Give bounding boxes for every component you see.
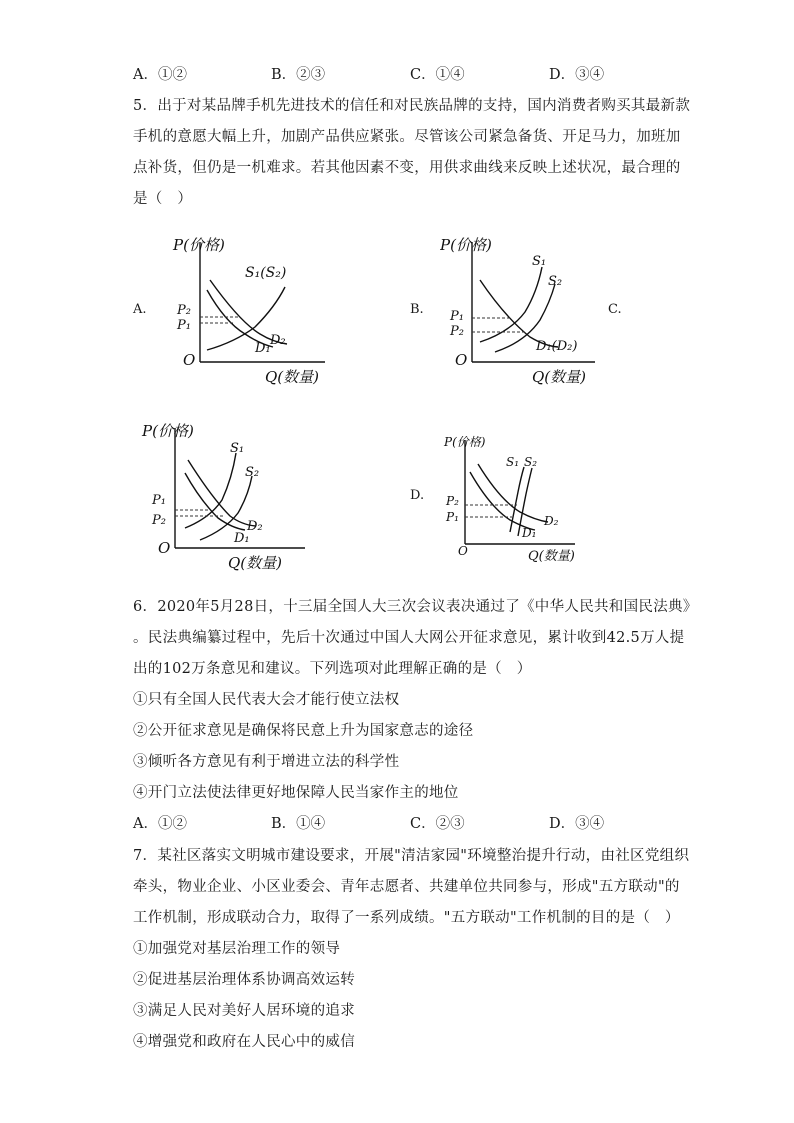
q4-option-a[interactable]: A．①② [133,67,187,83]
graph-d-d2-label: D₂ [544,514,559,528]
q5-option-c-label[interactable]: C. [608,302,622,317]
q6-stem-line-3: 出的102万条意见和建议。下列选项对此理解正确的是（ ） [133,661,532,677]
q6-option-c[interactable]: C．②③ [410,816,465,832]
graph-c-q-axis-label: Q(数量) [228,554,283,572]
graph-d-p-bot-label: P₁ [446,510,459,524]
graph-a-s-label: S₁(S₂) [245,265,287,281]
q6-option-b[interactable]: B．①④ [271,816,326,832]
graph-b-origin: O [455,351,468,369]
graph-c-demand-curve-1 [185,473,245,530]
graph-b [440,232,610,392]
q7-stem-line-2: 牵头，物业企业、小区业委会、青年志愿者、共建单位共同参与，形成"五方联动"的 [133,879,680,895]
q4-option-c[interactable]: C．①④ [410,67,465,83]
graph-a-d1-label: D₁ [255,341,271,356]
q4-option-d[interactable]: D．③④ [549,67,605,83]
q5-option-b-label[interactable]: B. [410,302,424,317]
graph-d-origin: O [458,544,468,558]
graph-b-p-top-label: P₁ [450,309,464,324]
q6-option-d[interactable]: D．③④ [549,816,605,832]
graph-d-d1-label: D₁ [522,526,537,540]
q7-stem-line-1: 7．某社区落实文明城市建设要求，开展"清洁家园"环境整治提升行动，由社区党组织 [133,848,690,864]
graph-d-q-axis-label: Q(数量) [528,549,575,564]
graph-c [140,418,320,578]
graph-b-s1-label: S₁ [532,254,547,269]
graph-a-p-bot-label: P₁ [177,318,191,333]
graph-a-q-axis-label: Q(数量) [265,368,320,386]
q5-stem-line-2: 手机的意愿大幅上升，加剧产品供应紧张。尽管该公司紧急备货、开足马力，加班加 [133,129,681,145]
graph-a-d2-label: D₂ [270,333,286,348]
graph-d-supply-curve-1 [510,467,524,532]
q7-item-2: ②促进基层治理体系协调高效运转 [133,972,355,988]
graph-a-p-top-label: P₂ [177,303,191,318]
graph-b-p-bot-label: P₂ [450,324,464,339]
graph-c-origin: O [158,539,171,557]
q7-stem-line-3: 工作机制，形成联动合力，取得了一系列成绩。"五方联动"工作机制的目的是（ ） [133,910,680,926]
graph-b-s2-label: S₂ [548,274,563,289]
q5-option-a-label[interactable]: A. [133,302,147,317]
q6-stem-line-1: 6．2020年5月28日，十三届全国人大三次会议表决通过了《中华人民共和国民法典》 [133,599,698,615]
graph-b-supply-curve-1 [480,267,542,342]
q6-item-2: ②公开征求意见是确保将民意上升为国家意志的途径 [133,723,474,739]
graph-c-p-axis-label: P(价格) [142,422,194,440]
q7-item-4: ④增强党和政府在人民心中的威信 [133,1034,355,1050]
q5-stem-line-3: 点补货，但仍是一机难求。若其他因素不变，用供求曲线来反映上述状况，最合理的 [133,160,681,176]
q6-item-1: ①只有全国人民代表大会才能行使立法权 [133,692,400,708]
graph-d-p-axis-label: P(价格) [444,435,486,449]
graph-d-p-top-label: P₂ [446,494,459,508]
q5-stem-line-1: 5．出于对某品牌手机先进技术的信任和对民族品牌的支持，国内消费者购买其最新款 [133,98,691,114]
q6-option-a[interactable]: A．①② [133,816,187,832]
graph-c-s1-label: S₁ [230,441,245,456]
graph-a [165,232,340,392]
graph-c-d2-label: D₂ [247,519,263,534]
graph-c-s2-label: S₂ [245,465,260,480]
q4-option-b[interactable]: B．②③ [271,67,326,83]
q7-item-3: ③满足人民对美好人居环境的追求 [133,1003,355,1019]
graph-d-s1-label: S₁ [506,455,520,469]
q5-option-d-label[interactable]: D. [410,488,425,503]
q7-item-1: ①加强党对基层治理工作的领导 [133,941,341,957]
graph-c-p-bot-label: P₂ [152,513,166,528]
graph-b-p-axis-label: P(价格) [440,236,492,254]
graph-a-p-axis-label: P(价格) [173,236,225,254]
graph-b-d-label: D₁(D₂) [536,339,578,354]
graph-d-demand-curve-2 [478,464,548,522]
graph-c-d1-label: D₁ [234,531,250,546]
graph-c-supply-curve-1 [185,453,236,528]
q6-item-4: ④开门立法使法律更好地保障人民当家作主的地位 [133,785,459,801]
graph-d [440,432,590,567]
q5-stem-line-4: 是（ ） [133,191,193,207]
graph-b-q-axis-label: Q(数量) [532,368,587,386]
graph-a-origin: O [183,351,196,369]
graph-c-p-top-label: P₁ [152,493,166,508]
q6-item-3: ③倾听各方意见有利于增进立法的科学性 [133,754,400,770]
q6-stem-line-2: 。民法典编纂过程中，先后十次通过中国人大网公开征求意见，累计收到42.5万人提 [133,630,685,646]
graph-d-s2-label: S₂ [524,455,538,469]
